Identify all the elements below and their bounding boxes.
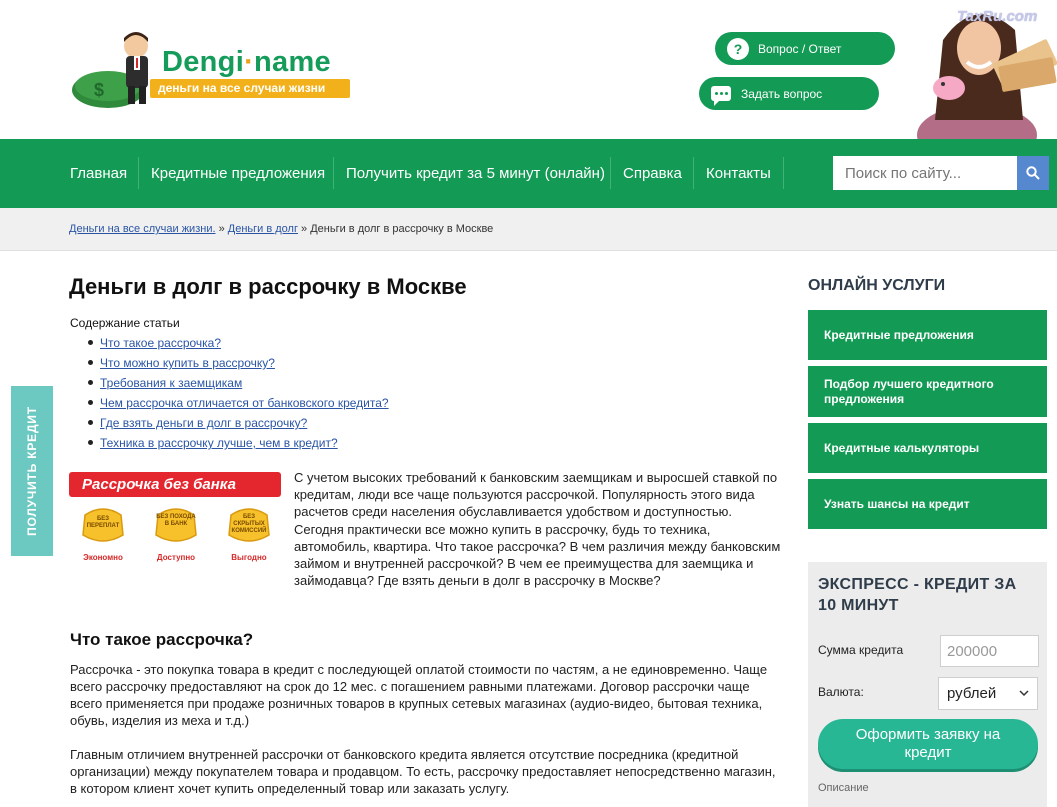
nav-item-contacts[interactable]: Контакты — [706, 165, 771, 182]
amount-input[interactable] — [940, 635, 1039, 667]
search-icon — [1026, 166, 1040, 180]
submit-label: Оформить заявку на кредит — [855, 726, 1001, 761]
service-credit-chances[interactable] — [808, 479, 1047, 529]
site-logo[interactable] — [70, 28, 360, 110]
toc-item — [88, 396, 389, 416]
sidebar-title: ОНЛАЙН УСЛУГИ — [808, 277, 946, 294]
toc-link[interactable]: Что такое рассрочка? — [100, 336, 222, 350]
service-calculators[interactable] — [808, 423, 1047, 473]
express-title: ЭКСПРЕСС - КРЕДИТ ЗА 10 МИНУТ — [818, 576, 1017, 614]
qa-button[interactable] — [715, 32, 895, 65]
svg-text:$: $ — [94, 80, 105, 100]
nav-divider — [783, 157, 784, 189]
nav-item-get-credit[interactable]: Получить кредит за 5 минут (онлайн) — [346, 165, 605, 182]
amount-label: Сумма кредита — [818, 643, 904, 657]
coin-caption: БЕЗ ПОХОДА В БАНК — [156, 514, 196, 527]
toc-link[interactable]: Чем рассрочка отличается от банковского кредита? — [100, 396, 389, 410]
table-of-contents — [88, 336, 389, 456]
coin-caption: БЕЗ СКРЫТЫХ КОМИССИЙ — [231, 514, 267, 534]
logo-name — [162, 46, 331, 79]
toc-link[interactable]: Что можно купить в рассрочку? — [100, 356, 275, 370]
nav-item-home[interactable]: Главная — [70, 165, 128, 182]
mascot-logo-icon — [70, 28, 160, 110]
logo-name-part-b: name — [254, 46, 331, 78]
toc-item — [88, 356, 389, 376]
toc-item — [88, 416, 389, 436]
nav-divider — [333, 157, 334, 189]
question-icon: ? — [727, 38, 749, 60]
nav-divider — [693, 157, 694, 189]
site-search — [833, 156, 1048, 190]
section-heading: Что такое рассрочка? — [70, 630, 254, 649]
ask-question-button[interactable] — [699, 77, 879, 110]
nav-divider — [610, 157, 611, 189]
breadcrumb — [69, 223, 493, 235]
banner-label: Доступно — [156, 553, 196, 562]
nav-item-help[interactable]: Справка — [623, 165, 682, 182]
toc-item — [88, 376, 389, 396]
toc-item — [88, 336, 389, 356]
submit-application-button[interactable] — [818, 719, 1038, 769]
intro-text: С учетом высоких требований к банковским заемщикам и выросшей ставкой по кредитам, люди все чаще пользуются рассрочкой. Популярность этого вида расчетов среди населения обуславливается удобством и доступностью. Сегодня практически все можно купить в рассрочку, будь то техника, автомобиль, квартира. Что такое рассрочка? В чем различия между банковским займом и внутренней рассрочкой? В чем ее преимущества для заемщика и займодавца? Где взять деньги в долг в рассрочку в Москве? — [294, 470, 781, 589]
service-label: Узнать шансы на кредит — [824, 496, 970, 511]
chevron-down-icon — [1019, 688, 1029, 698]
installment-banner-image — [69, 472, 281, 565]
service-label: Кредитные калькуляторы — [824, 440, 980, 455]
coin-caption: БЕЗ ПЕРЕПЛАТ — [86, 516, 120, 529]
qa-button-label: Вопрос / Ответ — [758, 41, 842, 56]
currency-value: рублей — [947, 685, 997, 702]
nav-divider — [138, 157, 139, 189]
ask-question-label: Задать вопрос — [741, 86, 823, 101]
chat-icon — [711, 86, 731, 101]
logo-dot: · — [244, 46, 255, 78]
breadcrumb-home-link[interactable]: Деньги на все случаи жизни. — [69, 223, 216, 235]
amount-placeholder: 200000 — [947, 642, 998, 660]
toc-link[interactable]: Где взять деньги в долг в рассрочку? — [100, 416, 308, 430]
page-title: Деньги в долг в рассрочку в Москве — [69, 274, 467, 299]
watermark-text: TaxRu.com — [957, 8, 1038, 25]
banner-title: Рассрочка без банка — [69, 472, 281, 497]
description-link[interactable]: Описание — [818, 782, 869, 794]
paragraph: Рассрочка - это покупка товара в кредит с последующей оплатой стоимости по частям, а не единовременно. Чаще всего рассрочку предоставляют на срок до 12 мес. с погашением равными платежами. Договор рассрочки чаще всего применяется при продаже розничных товаров в крупных сетевых магазинах (аудио-видео, бытовая техника, обувь, изделия из меха и т.д.) — [70, 662, 768, 728]
toc-item — [88, 436, 389, 456]
service-label: Кредитные предложения — [824, 327, 974, 342]
breadcrumb-separator: » — [215, 223, 228, 235]
nav-item-credit-offers[interactable]: Кредитные предложения — [151, 165, 326, 182]
side-tab-label: ПОЛУЧИТЬ КРЕДИТ — [25, 406, 40, 536]
breadcrumb-section-link[interactable]: Деньги в долг — [227, 223, 298, 235]
search-input[interactable] — [833, 156, 1017, 190]
currency-select[interactable] — [938, 677, 1038, 710]
banner-label: Выгодно — [231, 553, 267, 562]
logo-tagline: деньги на все случаи жизни — [150, 79, 350, 98]
logo-name-part-a: Dengi — [162, 46, 245, 78]
get-credit-side-tab[interactable] — [11, 386, 53, 556]
service-label: Подбор лучшего кредитного предложения — [824, 376, 994, 406]
search-button[interactable] — [1017, 156, 1049, 190]
service-best-offer[interactable] — [808, 366, 1047, 417]
banner-label: Экономно — [83, 553, 123, 562]
service-credit-offers[interactable] — [808, 310, 1047, 360]
breadcrumb-separator: » — [297, 223, 311, 235]
breadcrumb-current: Деньги в долг в рассрочку в Москве — [310, 223, 494, 235]
toc-link[interactable]: Требования к заемщикам — [100, 376, 243, 390]
currency-label: Валюта: — [818, 685, 864, 699]
toc-title: Содержание статьи — [70, 316, 180, 330]
paragraph: Главным отличием внутренней рассрочки от банковского кредита является отсутствие посредника (кредитной организации) между покупателем товара и продавцом. То есть, рассрочку предоставляет непосредственно магазин, в котором клиент хочет купить определенный товар или заказать услугу. — [70, 747, 776, 796]
site-header — [0, 0, 1057, 139]
toc-link[interactable]: Техника в рассрочку лучше, чем в кредит? — [100, 436, 338, 450]
